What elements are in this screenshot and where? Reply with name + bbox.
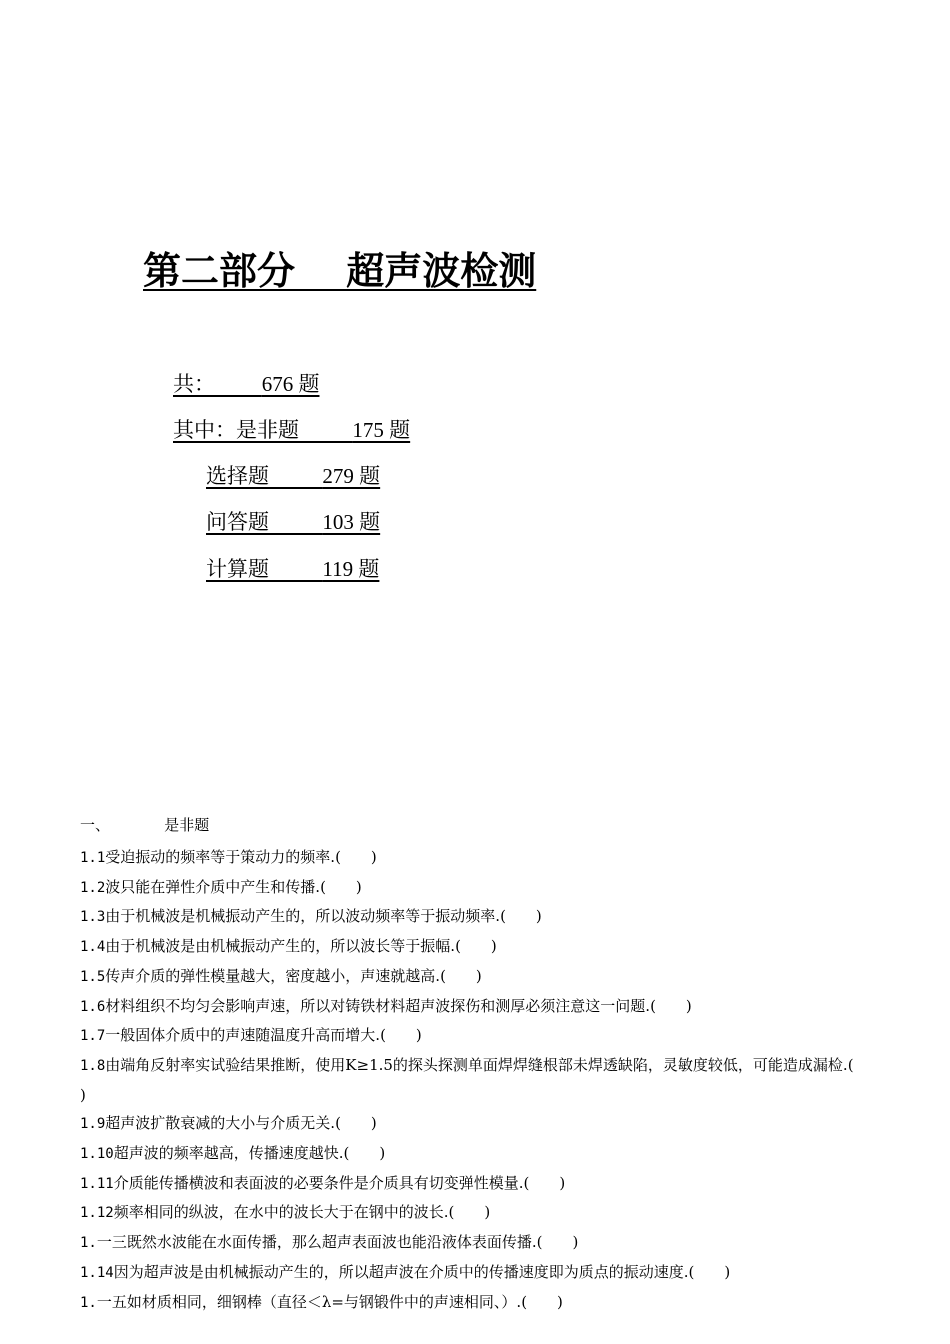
summary-line-label: 计算题 [206,557,269,581]
question-text: 材料组织不均匀会影响声速，所以对铸铁材料超声波探伤和测厚必须注意这一问题.( ) [105,996,692,1015]
summary-line-choice [206,462,380,490]
question-list [80,843,884,1317]
question-number: 1.9 [80,1116,106,1133]
summary-line-judgement [173,416,410,444]
summary-total [173,370,319,398]
question-number: 1.5 [80,968,106,985]
question-item [80,1258,880,1288]
section-number: 一、 [80,816,111,834]
question-number: 1.7 [80,1028,106,1045]
summary-line-qa [206,508,380,536]
page-title: 第二部分 超声波检测 [143,248,537,293]
question-number: 1.1 [80,850,106,866]
summary-total-count: 676 题 [261,372,320,396]
question-item [80,1288,880,1318]
question-number: 1.2 [80,879,106,896]
question-item [80,1021,880,1051]
question-item [80,1198,880,1228]
summary-line-calc [206,555,379,583]
summary-line-label: 选择题 [206,464,269,488]
question-number: 1. [80,1235,97,1252]
question-text: 频率相同的纵波，在水中的波长大于在钢中的波长.( ) [113,1203,491,1222]
summary-line-count: 119 题 [322,557,380,581]
summary-line-count: 279 题 [322,464,381,488]
question-item [80,962,880,992]
question-number: 1.3 [80,909,106,926]
question-text: 波只能在弹性介质中产生和传播.( ) [105,877,362,896]
question-item [80,843,880,873]
question-item [80,1051,884,1109]
question-item [80,1139,880,1169]
question-number: 1.12 [80,1205,114,1222]
summary-line-count: 175 题 [352,418,411,442]
question-text: 由端角反射率实试验结果推断，使用K≥1.5的探头探测单面焊焊缝根部未焊透缺陷，灵敏度较低，可能造成漏检.( ) [80,1055,884,1104]
question-text: 传声介质的弹性模量越大，密度越小，声速就越高.( ) [105,966,482,985]
summary-line-label: 问答题 [206,510,269,534]
question-item [80,902,880,932]
section-heading [80,814,209,836]
question-number: 1.11 [80,1175,114,1192]
question-text: 一般固体介质中的声速随温度升高而增大.( ) [105,1026,422,1045]
question-text: 一三既然水波能在水面传播，那么超声表面波也能沿液体表面传播.( ) [96,1233,579,1252]
section-title: 是非题 [164,816,210,834]
question-text: 超声波扩散衰减的大小与介质无关.( ) [105,1114,377,1133]
question-item [80,992,880,1022]
question-item [80,932,880,962]
question-number: 1.6 [80,998,106,1015]
question-text: 介质能传播横波和表面波的必要条件是介质具有切变弹性模量.( ) [113,1173,566,1192]
question-item [80,873,880,903]
question-text: 超声波的频率越高，传播速度越快.( ) [113,1144,386,1163]
question-item [80,1228,880,1258]
question-number: 1.4 [80,939,106,956]
summary-total-label: 共： [173,372,215,396]
summary-line-count: 103 题 [322,510,381,534]
summary-line-label: 其中：是非题 [173,418,299,442]
question-item [80,1109,880,1139]
question-text: 因为超声波是由机械振动产生的，所以超声波在介质中的传播速度即为质点的振动速度.( ) [113,1262,731,1281]
question-number: 1.14 [80,1264,114,1281]
question-text: 由于机械波是机械振动产生的，所以波动频率等于振动频率.( ) [105,907,542,926]
question-text: 由于机械波是由机械振动产生的，所以波长等于振幅.( ) [105,937,497,956]
question-number: 1. [80,1294,97,1311]
question-text: 一五如材质相同，细钢棒（直径＜λ=与钢锻件中的声速相同、）.( ) [96,1292,563,1311]
question-item [80,1169,880,1199]
question-number: 1.10 [80,1146,114,1163]
question-number: 1.8 [80,1057,106,1074]
question-text: 受迫振动的频率等于策动力的频率.( ) [105,848,377,866]
